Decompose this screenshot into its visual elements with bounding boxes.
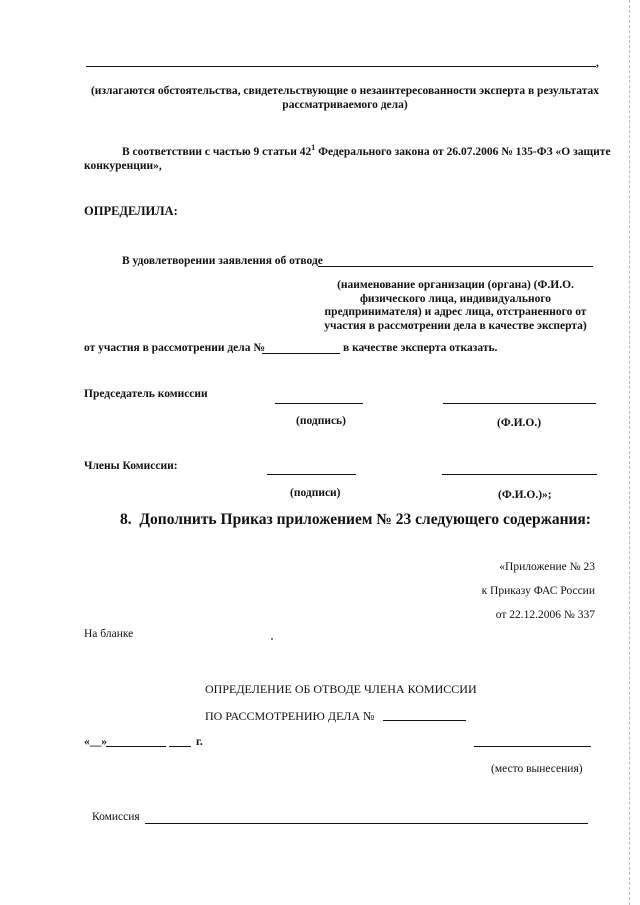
date-month-line [106,746,166,747]
appendix-line2: к Приказу ФАС России [481,585,595,597]
members-label: Члены Комиссии: [84,460,178,472]
appendix-line1: «Приложение № 23 [499,561,595,573]
legal-basis-pre: В соответствии с частью 9 статьи 42 [122,146,312,158]
item8-number: 8. [120,511,132,528]
case-suffix: в качестве эксперта отказать. [343,342,498,354]
chairman-fio-caption: (Ф.И.О.) [497,417,542,429]
legal-basis-line2: конкуренции», [84,160,162,172]
chairman-label: Председатель комиссии [84,388,208,400]
doc-title: ОПРЕДЕЛЕНИЕ ОБ ОТВОДЕ ЧЛЕНА КОМИССИИ [205,682,477,696]
appendix-line3: от 22.12.2006 № 337 [495,609,595,621]
date-year-suffix: г. [196,736,203,748]
item8-line [120,513,591,527]
legal-basis-post: Федерального закона от 26.07.2006 № 135-ФЗ «О защите [315,146,611,158]
date-day: «__» [84,736,107,748]
members-signature-line [267,474,356,475]
legal-basis-sup: 1 [311,143,316,153]
top-fill-line [86,66,596,67]
chairman-fio-line [443,403,596,404]
members-fio-line [442,474,597,475]
chairman-signature-line [275,403,363,404]
place-line [474,746,591,747]
scan-speck [271,638,273,640]
page-edge [629,0,630,905]
members-signature-caption: (подписи) [290,487,341,499]
chairman-signature-caption: (подпись) [296,415,346,427]
date-year-line [169,746,191,747]
legal-basis-line1 [122,145,611,159]
satisfaction-label: В удовлетворении заявления об отводе [122,255,323,267]
satisfaction-note: (наименование организации (органа) (Ф.И.О. физического лица, индивидуального предпринимателя) и адрес лица, отстраненного от участия в рассмотрении дела в качестве эксперта) [324,279,587,332]
satisfaction-fill-line [318,266,593,267]
top-line-comma: , [596,57,599,69]
place-caption: (место вынесения) [491,763,583,775]
commission-label: Комиссия [92,811,140,823]
item8-text: Дополнить Приказ приложением № 23 следующего содержания: [139,511,591,528]
commission-fill-line [145,823,588,824]
case-prefix: от участия в рассмотрении дела № [84,342,265,354]
doc-subtitle: ПО РАССМОТРЕНИЮ ДЕЛА № [205,709,375,723]
letterhead-note: На бланке [84,628,134,640]
members-fio-caption: (Ф.И.О.)»; [498,489,552,501]
decided-heading: ОПРЕДЕЛИЛА: [84,204,178,218]
intro-note: (излагаются обстоятельства, свидетельствующие о незаинтересованности эксперта в результатах рассматриваемого дела) [90,85,600,111]
doc-case-number-line [383,720,466,721]
case-number-line [262,353,340,354]
